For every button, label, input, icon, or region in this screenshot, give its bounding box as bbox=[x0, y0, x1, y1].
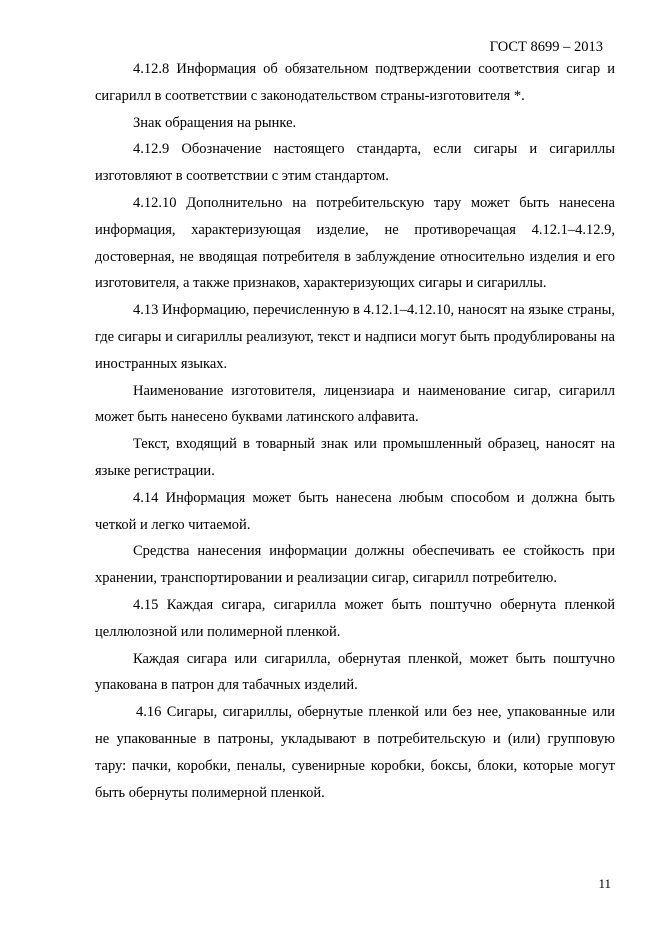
paragraph-4-12-10: 4.12.10 Дополнительно на потребительскую тару может быть нанесена информация, характеризующая изделие, не противоречащая 4.12.1–4.12.9, достоверная, не вводящая потребителя в заблуждение относительно изделия и его изготовителя, а также признаков, характеризующих сигары и сигариллы. bbox=[95, 194, 615, 292]
paragraph-4-15: 4.15 Каждая сигара, сигарилла может быть поштучно обернута пленкой целлюлозной или полимерной пленкой. bbox=[95, 596, 615, 640]
paragraph-trademark-text: Текст, входящий в товарный знак или промышленный образец, наносят на языке регистрации. bbox=[95, 436, 615, 479]
page-number: 11 bbox=[598, 876, 611, 891]
paragraph-4-13: 4.13 Информацию, перечисленную в 4.12.1–4.12.10, наносят на языке страны, где сигары и сигариллы реализуют, текст и надписи могут быть продублированы на иностранных языках. bbox=[95, 302, 615, 372]
paragraph-manufacturer-name: Наименование изготовителя, лицензиара и наименование сигар, сигарилл может быть нанесено буквами латинского алфавита. bbox=[95, 382, 615, 426]
paragraph-market-sign: Знак обращения на рынке. bbox=[133, 114, 297, 131]
document-body bbox=[95, 56, 615, 806]
document-header-standard: ГОСТ 8699 – 2013 bbox=[489, 39, 603, 55]
paragraph-4-12-9: 4.12.9 Обозначение настоящего стандарта, если сигары и сигариллы изготовляют в соответствии с этим стандартом. bbox=[95, 141, 615, 185]
paragraph-marking-means: Средства нанесения информации должны обеспечивать ее стойкость при хранении, транспортировании и реализации сигар, сигарилл потребителю. bbox=[95, 543, 615, 587]
paragraph-4-14: 4.14 Информация может быть нанесена любым способом и должна быть четкой и легко читаемой. bbox=[95, 489, 615, 533]
paragraph-4-12-8: 4.12.8 Информация об обязательном подтверждении соответствия сигар и сигарилл в соответствии с законодательством страны-изготовителя *. bbox=[95, 61, 615, 104]
paragraph-cartridge-packing: Каждая сигара или сигарилла, обернутая пленкой, может быть поштучно упакована в патрон для табачных изделий. bbox=[95, 650, 615, 694]
paragraph-4-16: 4.16 Сигары, сигариллы, обернутые пленкой или без нее, упакованные или не упакованные в патроны, укладывают в потребительскую и (или) групповую тару: пачки, коробки, пеналы, сувенирные коробки, боксы, блоки, которые могут быть обернуты полимерной пленкой. bbox=[95, 704, 615, 801]
